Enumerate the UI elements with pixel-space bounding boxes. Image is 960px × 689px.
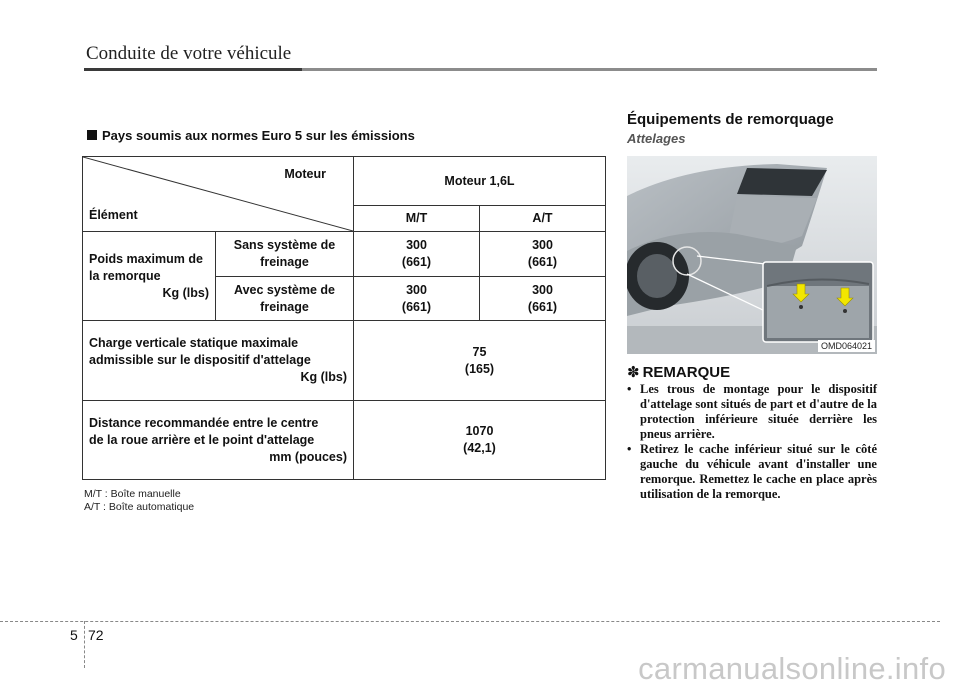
corner-bottom-label: Élément	[89, 208, 138, 222]
remark-star-icon: ✽	[627, 364, 640, 381]
car-rear-illustration	[627, 156, 877, 354]
col-header-at: A/T	[480, 206, 606, 232]
distance-unit: mm (pouces)	[269, 449, 347, 464]
footer-vertical-rule	[84, 621, 85, 668]
distance-label-line2: de la roue arrière et le point d'attelage	[89, 432, 315, 447]
col-header-mt: M/T	[354, 206, 480, 232]
distance-label-line1: Distance recommandée entre le centre	[89, 415, 319, 430]
no-brake-label-line2: freinage	[260, 255, 309, 269]
footer-dashed-rule	[0, 621, 940, 622]
corner-top-label: Moteur	[284, 167, 326, 181]
page-header-title: Conduite de votre véhicule	[86, 43, 292, 64]
with-brake-mt-sub: (661)	[401, 299, 432, 314]
remark-title-text: REMARQUE	[642, 364, 731, 381]
with-brake-mt-value: 300	[406, 282, 427, 297]
with-brake-at-value: 300	[532, 282, 553, 297]
bullet-icon: •	[627, 442, 632, 456]
distance-label-cell	[83, 401, 354, 480]
vertical-load-label-line2: admissible sur le dispositif d'attelage	[89, 353, 311, 367]
no-brake-mt-sub: (661)	[401, 255, 432, 269]
max-weight-unit: Kg (lbs)	[162, 285, 209, 300]
with-brake-label-cell	[216, 277, 354, 321]
photo-code-label: OMD064021	[818, 340, 875, 352]
square-bullet-icon	[87, 130, 97, 140]
table-corner-cell	[83, 157, 354, 232]
no-brake-mt-value: 300	[406, 238, 427, 252]
distance-sub: (42,1)	[463, 441, 496, 455]
with-brake-mt-cell	[354, 277, 480, 321]
towing-equipment-subtitle: Attelages	[627, 131, 686, 146]
section-title	[87, 128, 415, 143]
page-number: 72	[88, 627, 104, 643]
no-brake-at-sub: (661)	[527, 255, 558, 269]
no-brake-label-line1: Sans système de	[233, 238, 336, 252]
remark-text-2: Retirez le cache inférieur situé sur le côté gauche du véhicule avant d'installer une remorque. Remettez le cache en place après utilisation de la remorque.	[640, 442, 877, 501]
list-item	[627, 442, 877, 502]
no-brake-at-cell	[480, 232, 606, 277]
watermark: carmanualsonline.info	[638, 651, 946, 686]
distance-value-cell	[354, 401, 606, 480]
max-weight-label-line1: Poids maximum de	[89, 251, 203, 266]
with-brake-label-line2: freinage	[260, 299, 309, 314]
no-brake-label-cell	[216, 232, 354, 277]
towing-equipment-title: Équipements de remorquage	[627, 111, 834, 128]
distance-value: 1070	[465, 424, 494, 438]
vertical-load-value-cell	[354, 321, 606, 401]
no-brake-at-value: 300	[532, 238, 553, 252]
vertical-load-value: 75	[472, 344, 487, 359]
note-mt: M/T : Boîte manuelle	[84, 488, 181, 500]
table-notes	[84, 488, 194, 514]
header-rule-accent	[84, 68, 302, 71]
max-weight-label-cell	[83, 232, 216, 321]
vertical-load-unit: Kg (lbs)	[300, 370, 347, 384]
vertical-load-sub: (165)	[464, 361, 495, 376]
with-brake-at-sub: (661)	[527, 299, 558, 314]
section-title-text: Pays soumis aux normes Euro 5 sur les émissions	[102, 128, 415, 143]
note-at: A/T : Boîte automatique	[84, 501, 195, 513]
engine-header: Moteur 1,6L	[354, 157, 606, 206]
remark-list	[627, 382, 877, 502]
chapter-number: 5	[70, 627, 78, 643]
max-weight-label-line2: la remorque	[89, 268, 161, 283]
remark-title	[627, 363, 730, 381]
vertical-load-label-line1: Charge verticale statique maximale	[89, 336, 299, 350]
with-brake-label-line1: Avec système de	[234, 282, 335, 297]
vertical-load-label-cell	[83, 321, 354, 401]
list-item	[627, 382, 877, 442]
with-brake-at-cell	[480, 277, 606, 321]
car-rear-photo	[627, 156, 877, 354]
bullet-icon: •	[627, 382, 632, 396]
remark-text-1: Les trous de montage pour le dispositif d'attelage sont situés de part et d'autre de la protection inférieure située derrière les pneus arrière.	[640, 382, 877, 441]
trailer-spec-table	[82, 156, 606, 480]
no-brake-mt-cell	[354, 232, 480, 277]
